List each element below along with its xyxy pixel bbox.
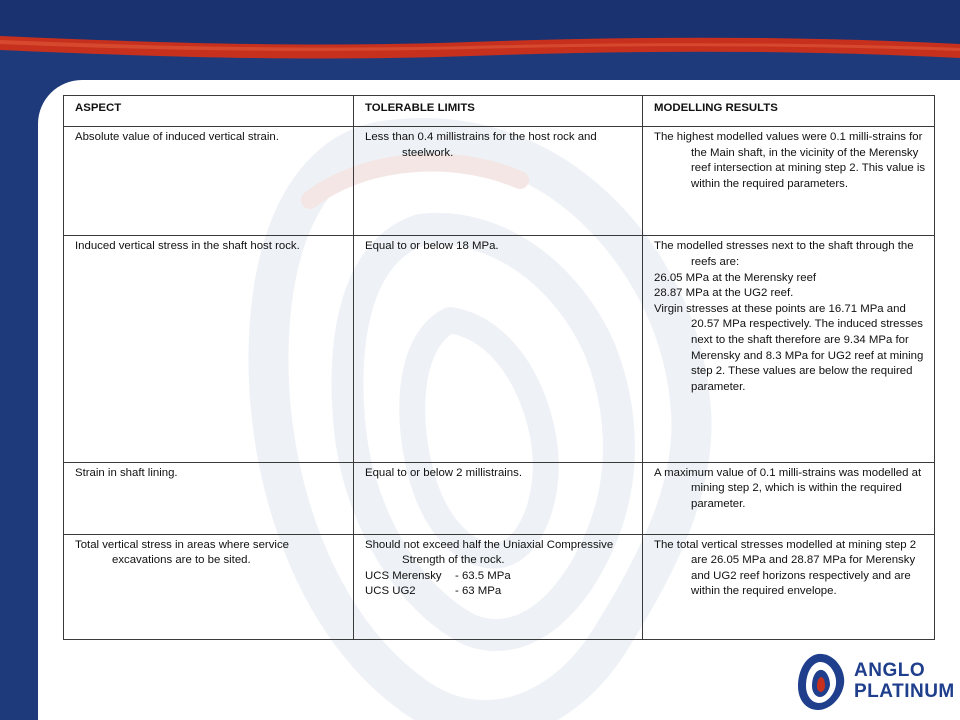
logo-line-1: ANGLO [854,660,926,681]
aspect-cell [64,462,354,534]
results-cell [643,534,935,639]
table-row [64,127,935,236]
results-cell [643,462,935,534]
header-modelling-results: MODELLING RESULTS [643,96,935,127]
cell-text: Strain in shaft lining. [75,466,178,479]
cell-text: Less than 0.4 millistrains for the host rock and steelwork. [365,131,597,159]
company-logo-text [854,660,955,702]
cell-text: 28.87 MPa at the UG2 reef. [654,287,794,300]
results-cell [643,236,935,462]
results-cell [643,127,935,236]
aspect-cell [64,534,354,639]
header-aspect: ASPECT [64,96,354,127]
cell-text: Equal to or below 2 millistrains. [365,466,523,479]
cell-text: The total vertical stresses modelled at mining step 2 are 26.05 MPa and 28.87 MPa for Merensky and UG2 reef horizons respectively and are within the required envelope. [654,538,917,598]
tolerable-limits-table [63,95,935,640]
cell-text: A maximum value of 0.1 milli-strains was modelled at mining step 2, which is within the required parameter. [654,466,922,510]
ucs-ug2 [365,584,634,600]
cell-text: Induced vertical stress in the shaft host rock. [75,240,300,253]
cell-text: Total vertical stress in areas where service excavations are to be sited. [75,538,289,567]
cell-text: Virgin stresses at these points are 16.71 MPa and 20.57 MPa respectively. The induced stresses next to the shaft therefore are 9.34 MPa for Merensky and 8.3 MPa for UG2 reef at mining step 2. These values are below the required parameter. [654,302,924,393]
cell-text: The highest modelled values were 0.1 milli-strains for the Main shaft, in the vicinity of the Merensky reef intersection at mining step 2. This value is within the required parameters. [654,131,926,190]
logo-line-2: PLATINUM [854,681,955,702]
limits-cell [354,462,643,534]
ucs-merensky [365,569,634,585]
aspect-cell [64,127,354,236]
ucs-value: - 63.5 MPa [455,569,511,582]
cell-text: Equal to or below 18 MPa. [365,240,499,253]
limits-cell [354,236,643,462]
limits-cell [354,127,643,236]
limits-cell [354,534,643,639]
aspect-cell [64,236,354,462]
cell-text: Should not exceed half the Uniaxial Compressive Strength of the rock. [365,538,614,567]
ucs-value: - 63 MPa [455,585,502,598]
ucs-label: UCS Merensky [365,569,442,582]
table-row [64,236,935,462]
cell-text: 26.05 MPa at the Merensky reef [654,271,817,284]
ucs-label: UCS UG2 [365,585,416,598]
table-row [64,534,935,639]
header-tolerable-limits: TOLERABLE LIMITS [354,96,643,127]
cell-text: Absolute value of induced vertical strain. [75,131,279,143]
table-header-row [64,96,935,127]
table-row [64,462,935,534]
cell-text: The modelled stresses next to the shaft through the reefs are: [654,240,914,269]
